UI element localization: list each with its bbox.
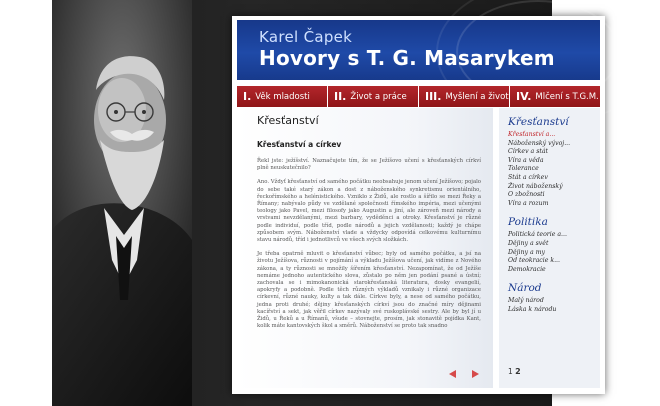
content-area xyxy=(237,108,493,388)
sidebar-item-maly-narod[interactable]: Malý národ xyxy=(508,297,544,305)
sidebar-section-title[interactable]: Křesťanství xyxy=(508,116,569,128)
sidebar-navigation xyxy=(499,108,600,388)
tab-number: II. xyxy=(334,90,347,103)
sidebar-item-zivot-nabozensky[interactable]: Život náboženský xyxy=(508,182,563,190)
book-title: Hovory s T. G. Masarykem xyxy=(259,46,555,70)
tab-label: Myšlení a život xyxy=(445,91,509,102)
page-current-2[interactable]: 2 xyxy=(515,367,521,376)
book-panel xyxy=(232,16,605,394)
sidebar-item-laska-k-narodu[interactable]: Láska k národu xyxy=(508,305,557,313)
tab-label: Mlčení s T.G.M. xyxy=(535,91,599,102)
sidebar-section-title[interactable]: Politika xyxy=(508,216,548,229)
masaryk-portrait-photo xyxy=(52,0,192,406)
sidebar-item-krestanstvi-a[interactable]: Křesťanství a... xyxy=(508,131,556,138)
author-name: Karel Čapek xyxy=(259,28,353,46)
sidebar-item-cirkev-a-stat[interactable]: Církev a stát xyxy=(508,148,549,156)
sidebar-item-o-zboznosti[interactable]: O zbožnosti xyxy=(508,191,545,199)
background-stage xyxy=(52,0,599,406)
tab-number: IV. xyxy=(516,90,532,103)
sidebar-list xyxy=(499,231,600,274)
book-header xyxy=(237,20,600,80)
next-arrow-icon[interactable] xyxy=(472,370,479,378)
sidebar-list xyxy=(499,297,600,314)
sidebar-item-vira-a-veda[interactable]: Víra a věda xyxy=(508,156,544,164)
sidebar-item-demokracie[interactable]: Demokracie xyxy=(508,265,546,273)
page-link-1[interactable]: 1 xyxy=(508,367,513,376)
page-numbers xyxy=(508,367,521,376)
sidebar-item-dejiny-a-svet[interactable]: Dějiny a svět xyxy=(508,239,549,247)
tab-label: Život a práce xyxy=(350,91,407,102)
section-subheading: Křesťanství a církev xyxy=(257,140,342,149)
sidebar-item-tolerance[interactable]: Tolerance xyxy=(508,165,539,173)
sidebar-item-stat-a-cirkev[interactable]: Stát a církev xyxy=(508,173,548,181)
chapter-tabs xyxy=(237,86,600,107)
sidebar-item-od-teokracie[interactable]: Od teokracie k... xyxy=(508,257,560,265)
sidebar-section-title[interactable]: Národ xyxy=(508,282,542,295)
article-text xyxy=(257,158,481,337)
tab-number: III. xyxy=(425,90,442,103)
sidebar-item-vira-a-rozum[interactable]: Víra a rozum xyxy=(508,199,549,207)
pager-arrows xyxy=(449,370,479,378)
paragraph: Ano. Vždyť křesťanství od samého počátku neobsahuje jenom učení Ježíšovo; pojalo do sebe také starý zákon a dost z náboženského synkretismu orientálního, řeckořímského a helénistického. Vzniklo z Židů, ale rostlo a šířilo se mezi Řeky a Římany; nabývalo půdy ve vzdělané společnosti římského impéria, mezi učenými teology jako Pavel, mezi filosofy jako Augustin a jiní, ale zároveň mezi národy a vrstvami nevzdělanými, mezi barbary, vyděděnci a otroky. Křesťanství je různé podle individuí, podle tříd, podle národů a jejich vzdělanosti; každý je chápe způsobem svým. Náboženství vlade a vždycky odpovídá celkovému kulturnímu stavu národů, tříd i jednotlivců ve všech svých složkách. xyxy=(257,179,481,244)
paragraph: Řekl jste: ježíšství. Naznačujete tím, že se Ježíšovo učení s křesťanských církví plně neuskutečnilo? xyxy=(257,158,481,172)
tab-mysleni-a-zivot[interactable] xyxy=(419,86,509,107)
sidebar-list xyxy=(499,131,600,208)
tab-mlceni-s-tgm[interactable] xyxy=(510,86,600,107)
previous-arrow-icon[interactable] xyxy=(449,370,456,378)
tab-label: Věk mladosti xyxy=(255,91,310,102)
paragraph: Je třeba opatrně mluvit o křesťanství vůbec; byly od samého počátku, a jsí na životu Ježíšova, různosti v pojímání a výkladu Ježíšova učení, jak vidíme z Nového zákona, a ty různosti se množily šířením křesťanství. Nezapomínat, že od Ježíše nemáme jednoho autentického slova, zůstalo po něm jen podání psané a ústní; zachovala se i mimokanonická starokřesťanská literatura, dosky evangelií, apokryfy a podobně. Podle těch různých výkladů vznikaly i různé organizace církevní, různé nauky, kulty a tak dále. Církve byly, a nese od samého počátku, jedna proti druhé; dějiny křesťanských církví jsou do značné míry dějinami kacířství a sekt, jak věřil církev nazývaly své ruskoplávské sestry. Ale by byl jí u Židů, u Řeků a u Římanů, všude – stovnejte, prosím, jak stonavitě pojídka Kant, kolik máte kantovských škol a směrů. Náboženství se proto tak snadno xyxy=(257,251,481,330)
sidebar-item-nabozensky-vyvoj[interactable]: Náboženský vývoj... xyxy=(508,139,571,147)
tab-vek-mladosti[interactable] xyxy=(237,86,327,107)
sidebar-item-dejiny-a-my[interactable]: Dějiny a my xyxy=(508,248,545,256)
tab-number: I. xyxy=(243,90,252,103)
tab-zivot-a-prace[interactable] xyxy=(328,86,418,107)
page-heading: Křesťanství xyxy=(257,114,319,127)
sidebar-item-politicka-teorie[interactable]: Politická teorie a... xyxy=(508,231,567,239)
